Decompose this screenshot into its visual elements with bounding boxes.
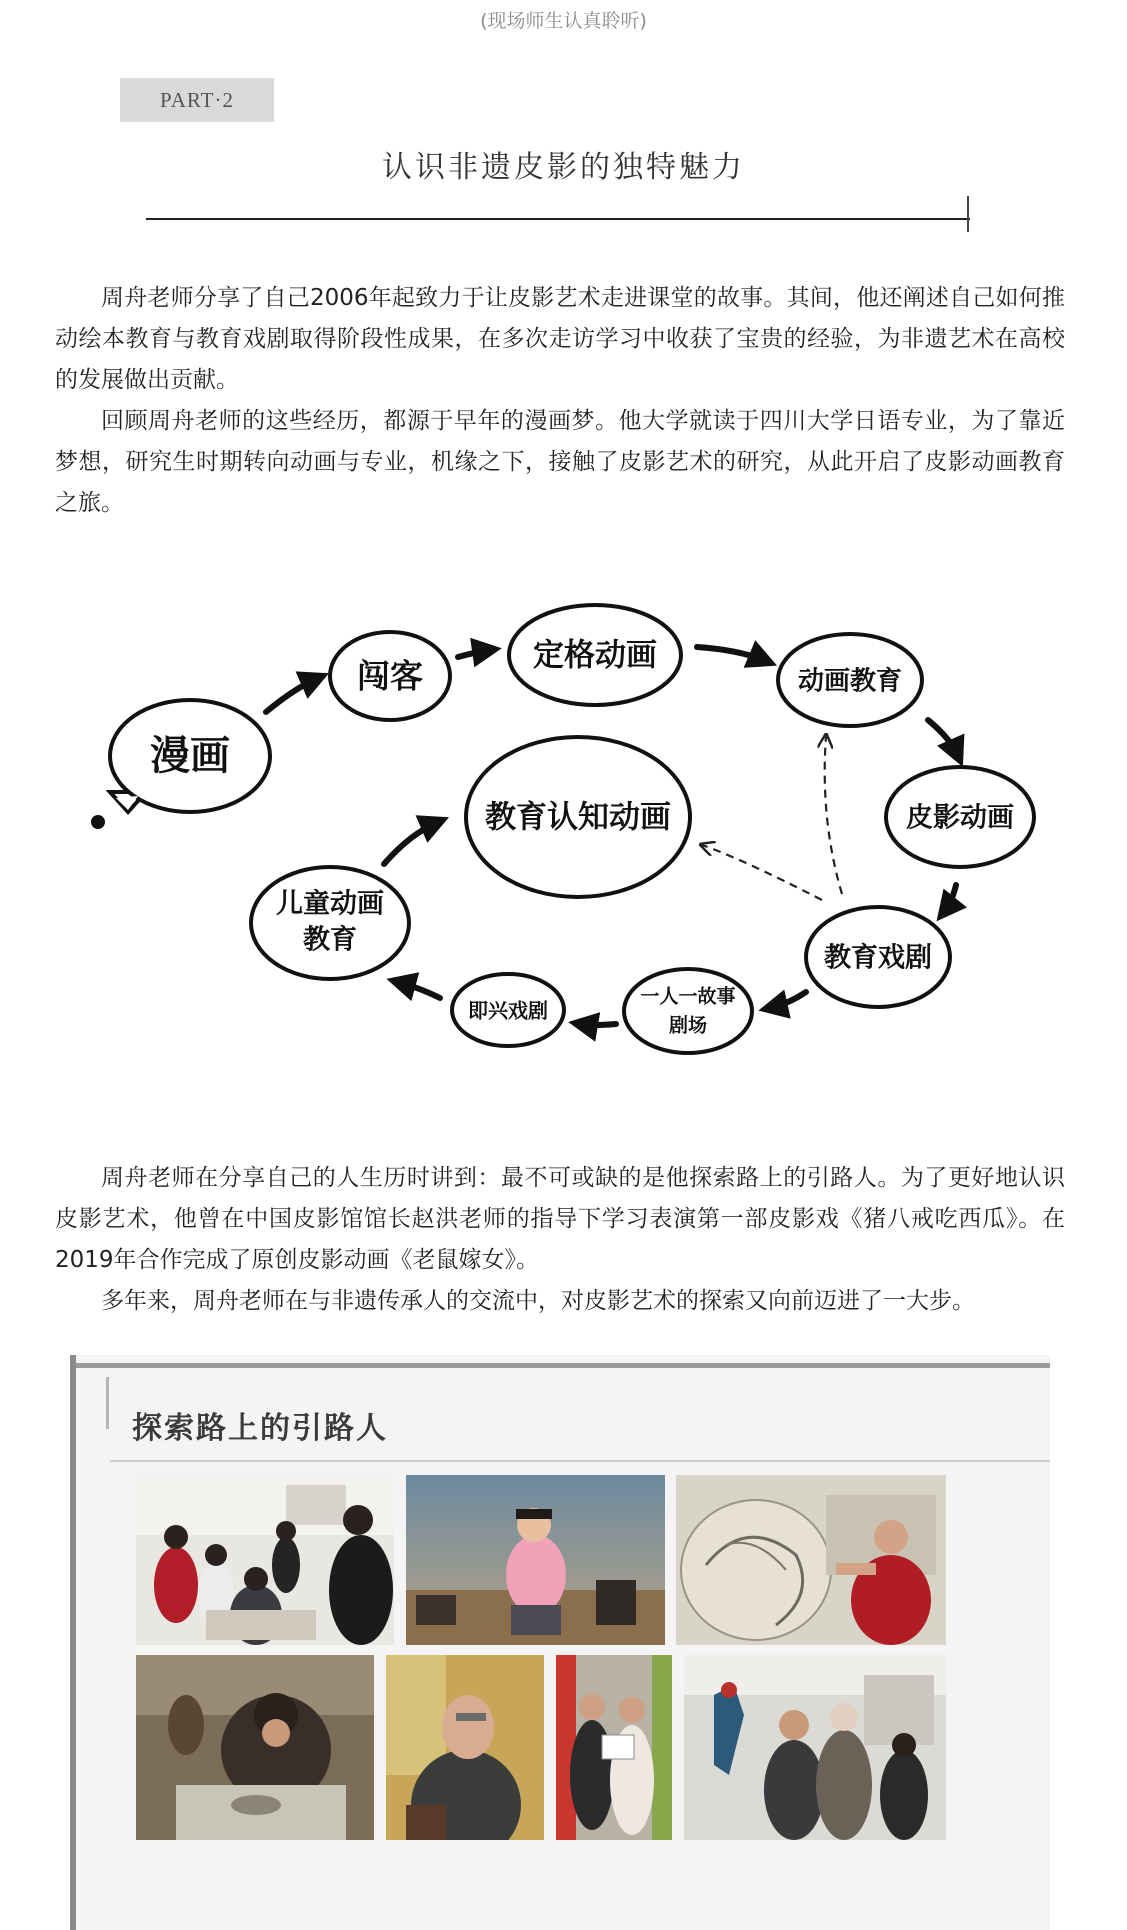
node-label: 教育认知动画	[485, 799, 671, 836]
node-manhua	[110, 700, 270, 812]
dashed-arrow-xiju-renzhi	[702, 845, 822, 900]
arrow-piying-xiju	[944, 885, 956, 912]
photo-carving-workshop	[136, 1655, 374, 1840]
node-ertong	[251, 867, 409, 979]
panel-left-bar	[70, 1355, 76, 1930]
paragraph: 多年来，周舟老师在与非遗传承人的交流中，对皮影艺术的探索又向前迈进了一大步。	[101, 1288, 975, 1314]
node-label: 剧场	[668, 1014, 708, 1037]
arrow-jixing-ertong	[398, 982, 440, 998]
photo-stage-performer	[406, 1475, 665, 1645]
node-label: 即兴戏剧	[468, 998, 548, 1023]
arrow-dingge-donghua	[697, 647, 766, 661]
photo-certificate-presentation	[556, 1655, 672, 1840]
panel-top-bar	[76, 1363, 1050, 1368]
node-label: 一人一故事	[640, 985, 736, 1008]
arrow-yiren-jixing	[580, 1024, 616, 1025]
paragraph: 回顾周舟老师的这些经历，都源于早年的漫画梦。他大学就读于四川大学日语专业，为了靠近梦想，研究生时期转向动画与专业，机缘之下，接触了皮影艺术的研究，从此开启了皮影动画教育之旅。	[55, 408, 1065, 516]
photo-collage-panel	[70, 1355, 1050, 1930]
node-label: 教育	[303, 924, 357, 956]
section-title: 认识非遗皮影的独特魅力	[382, 150, 745, 185]
node-label: 教育戏剧	[824, 942, 932, 974]
panel-divider	[110, 1460, 1050, 1462]
panel-inner-bar	[106, 1377, 109, 1429]
title-divider-tick	[967, 196, 969, 232]
node-renzhi	[466, 737, 690, 897]
node-label: 漫画	[150, 733, 230, 779]
photo-lecturer-portrait	[386, 1655, 544, 1840]
arrow-chuangke-dingge	[458, 650, 490, 657]
photo-puppet-demonstration	[684, 1655, 946, 1840]
diagram-svg	[80, 560, 1060, 1080]
node-label: 动画教育	[797, 666, 903, 697]
node-label: 儿童动画	[276, 888, 384, 920]
node-label: 皮影动画	[906, 802, 1014, 834]
node-jixing	[452, 974, 564, 1046]
guide-paragraphs	[55, 1158, 1065, 1322]
photo-caption: (现场师生认真聆听)	[480, 10, 647, 32]
node-chuangke	[330, 632, 450, 720]
node-label: 定格动画	[533, 637, 657, 674]
photo-shadow-puppet-master	[676, 1475, 946, 1645]
career-path-diagram	[80, 560, 1060, 1080]
arrow-donghua-piying	[928, 720, 958, 756]
paragraph: 周舟老师在分享自己的人生历时讲到：最不可或缺的是他探索路上的引路人。为了更好地认识皮影艺术，他曾在中国皮影馆馆长赵洪老师的指导下学习表演第一部皮影戏《猪八戒吃西瓜》。在2019年合作完成了原创皮影动画《老鼠嫁女》。	[55, 1165, 1065, 1273]
panel-title: 探索路上的引路人	[132, 1411, 388, 1446]
intro-paragraphs	[55, 278, 1065, 524]
arrow-manhua-chuangke	[266, 678, 318, 712]
node-jiaoyu-xiju	[806, 907, 950, 1007]
node-dingge	[509, 605, 681, 705]
photo-classroom-group	[136, 1475, 394, 1645]
dashed-arrow-xiju-donghua	[825, 736, 842, 894]
start-dot	[91, 815, 105, 829]
node-label: 闯客	[357, 656, 423, 696]
node-yiren-gushi	[624, 969, 752, 1053]
part-tag: PART·2	[120, 78, 274, 122]
paragraph: 周舟老师分享了自己2006年起致力于让皮影艺术走进课堂的故事。其间，他还阐述自己如何推动绘本教育与教育戏剧取得阶段性成果，在多次走访学习中收获了宝贵的经验，为非遗艺术在高校的发展做出贡献。	[55, 285, 1065, 393]
title-divider	[146, 218, 970, 220]
arrow-xiju-yiren	[770, 992, 806, 1008]
arrow-ertong-renzhi	[384, 822, 438, 864]
node-donghua-jiaoyu	[778, 634, 922, 726]
node-piying-donghua	[886, 767, 1034, 867]
